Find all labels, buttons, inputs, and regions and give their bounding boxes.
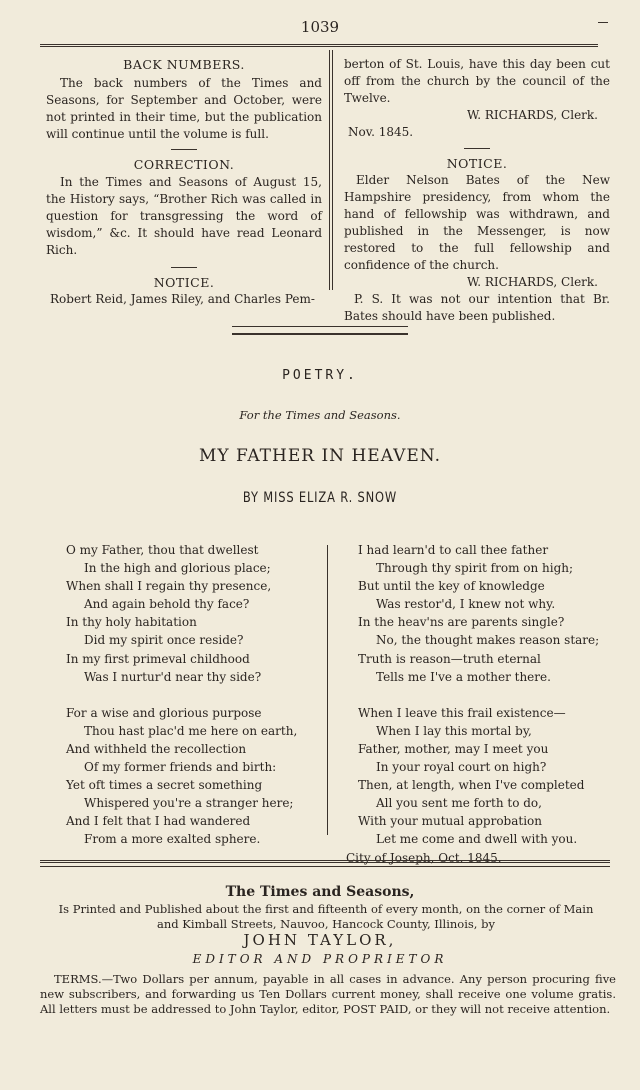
stanza (346, 704, 614, 849)
verse-line: Father, mother, may I meet you (358, 741, 549, 756)
verse-line: Then, at length, when I've completed (358, 778, 585, 793)
section-heading: POETRY. (282, 368, 358, 383)
verse-line: And withheld the recollection (66, 741, 247, 756)
poem-subheading: For the Times and Seasons. (239, 408, 401, 422)
column-divider (332, 50, 333, 290)
divider (171, 267, 197, 268)
verse-line: Whispered you're a stranger here; (84, 796, 294, 811)
divider (464, 148, 490, 149)
verse-line: All you sent me forth to do, (376, 796, 542, 811)
verse-line: Did my spirit once reside? (84, 633, 244, 648)
page-number: 1039 (300, 18, 340, 36)
terms-text: TERMS.—Two Dollars per annum, payable in all cases in advance. Any person procuring five new subscribers, and forwarding us Ten Dollars current money, shall receive one volume gratis. All letters must be addressed to John Taylor, editor, POST PAID, or they will not receive attention. (40, 972, 616, 1016)
stanza (346, 541, 614, 686)
correction-heading: CORRECTION. (133, 157, 235, 172)
verse-line: In the heav'ns are parents single? (358, 615, 565, 630)
divider (171, 149, 197, 150)
verse-line: In my first primeval childhood (66, 651, 250, 666)
stanza (66, 704, 316, 849)
verse-line: I had learn'd to call thee father (358, 543, 549, 557)
verse-line: For a wise and glorious purpose (66, 705, 262, 720)
left-column (46, 56, 322, 308)
verse-line: Was I nurtur'd near thy side? (84, 669, 262, 684)
verse-line: Was restor'd, I knew not why. (376, 597, 556, 612)
poem-place-date: City of Joseph, Oct. 1845. (346, 850, 502, 865)
poem-left-column (66, 541, 316, 849)
clerk-signature: W. RICHARDS, Clerk. (467, 275, 598, 289)
verse-line: And I felt that I had wandered (66, 814, 251, 829)
back-numbers-heading: BACK NUMBERS. (123, 57, 245, 72)
editor-role: EDITOR AND PROPRIETOR (192, 952, 448, 966)
verse-line: Yet oft times a secret something (66, 778, 263, 793)
poem-column-divider (327, 545, 328, 835)
stanza (66, 541, 316, 686)
verse-line: In thy holy habitation (66, 615, 197, 630)
verse-line: And again behold thy face? (84, 597, 250, 612)
poem-right-column (346, 541, 614, 867)
verse-line: From a more exalted sphere. (84, 832, 261, 847)
poem-title: MY FATHER IN HEAVEN. (198, 446, 441, 466)
notice-date: Nov. 1845. (348, 125, 414, 139)
notice-text: Elder Nelson Bates of the New Hampshire presidency, from whom the hand of fellowship was withdrawn, and published in the Messenger, is now restored to the full fellowship and confidence of the church. (344, 173, 610, 272)
verse-line: When I lay this mortal by, (376, 723, 532, 738)
notice-text: Robert Reid, James Riley, and Charles Pem- (50, 292, 315, 306)
editor-name: JOHN TAYLOR, (243, 931, 397, 949)
verse-line: When shall I regain thy presence, (66, 579, 272, 594)
poem-byline: BY MISS ELIZA R. SNOW (242, 490, 398, 506)
column-divider (329, 50, 330, 290)
footer-title: The Times and Seasons, (225, 884, 415, 900)
verse-line: In your royal court on high? (376, 760, 547, 775)
footer-rule (40, 866, 610, 867)
verse-line: Tells me I've a mother there. (376, 669, 551, 684)
right-column (344, 56, 610, 325)
correction-text: In the Times and Seasons of August 15, the History says, “Brother Rich was called in question for transgressing the word of wisdom,” &c. It should have read Leonard Rich. (46, 175, 322, 257)
verse-line: No, the thought makes reason stare; (376, 633, 600, 648)
verse-line: With your mutual approbation (358, 814, 543, 829)
verse-line: But until the key of knowledge (358, 579, 545, 594)
verse-line: Thou hast plac'd me here on earth, (84, 723, 298, 738)
continued-text: berton of St. Louis, have this day been cut off from the church by the council of the Twelve. (344, 57, 610, 105)
verse-line: O my Father, thou that dwellest (66, 543, 259, 557)
header-rule (40, 44, 598, 47)
notice-heading: NOTICE. (446, 156, 508, 171)
footer-rule (40, 860, 610, 863)
clerk-signature: W. RICHARDS, Clerk. (467, 108, 598, 122)
page-corner-mark (598, 22, 608, 23)
postscript: P. S. It was not our intention that Br. Bates should have been published. (344, 292, 610, 323)
notice-heading: NOTICE. (153, 275, 215, 290)
verse-line: Let me come and dwell with you. (376, 832, 578, 847)
verse-line: Through thy spirit from on high; (376, 561, 574, 576)
verse-line: Of my former friends and birth: (84, 760, 277, 775)
verse-line: Truth is reason—truth eternal (358, 651, 541, 666)
section-rule (232, 326, 408, 335)
imprint-line: Is Printed and Published about the first and fifteenth of every month, on the corner of Main (58, 902, 594, 916)
footer-imprint (36, 902, 616, 932)
verse-line: When I leave this frail existence— (358, 705, 566, 720)
back-numbers-text: The back numbers of the Times and Seasons, for September and October, were not printed in their time, but the publication will continue until the volume is full. (46, 76, 322, 141)
imprint-line: and Kimball Streets, Nauvoo, Hancock County, Illinois, by (157, 917, 495, 931)
verse-line: In the high and glorious place; (84, 561, 271, 576)
